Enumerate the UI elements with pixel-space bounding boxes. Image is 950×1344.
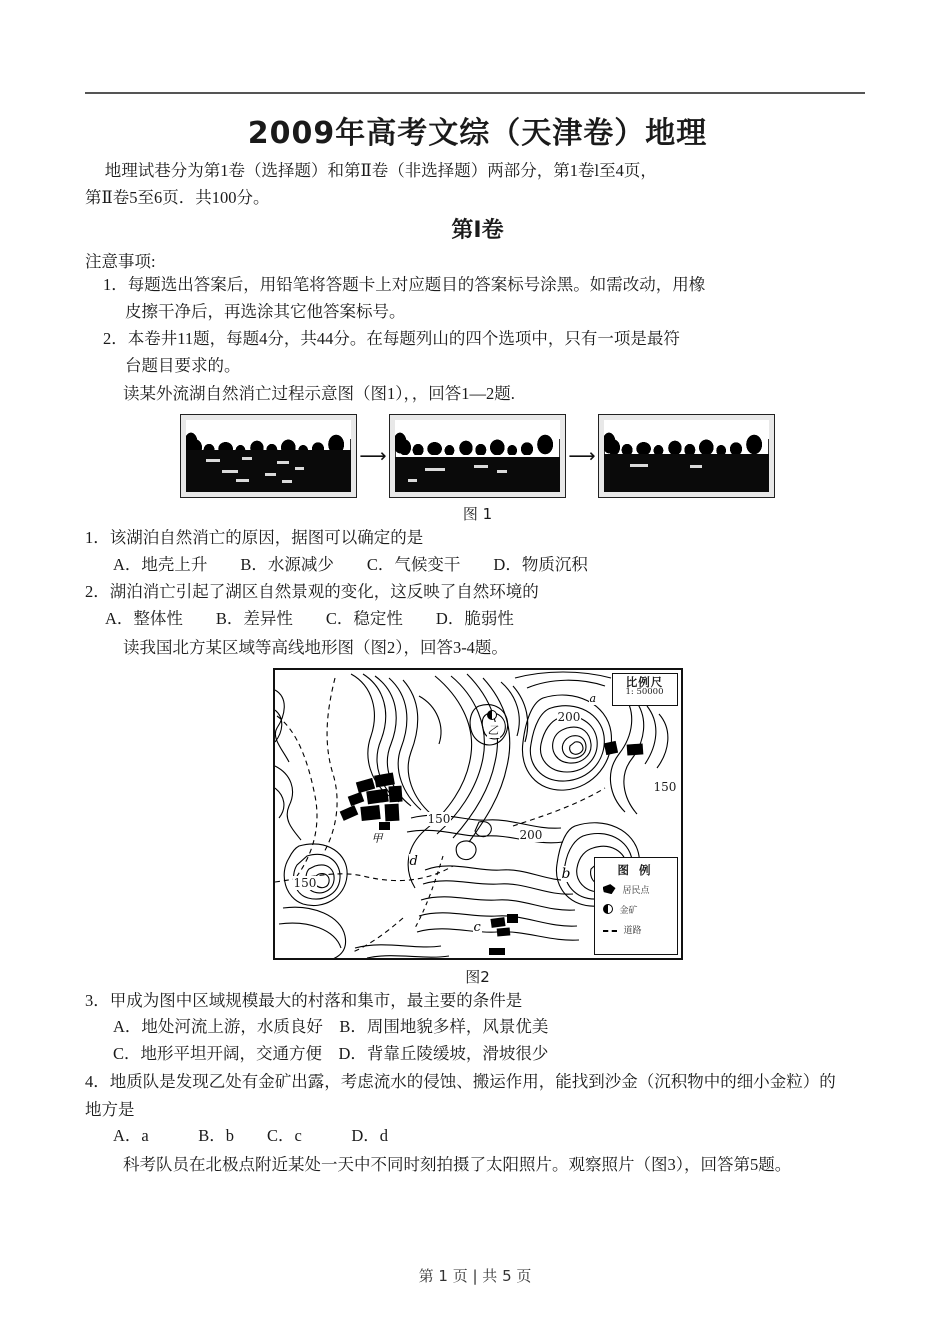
question-4-stem-line-2: 地方是 xyxy=(85,1099,135,1119)
question-1-text: 该湖泊自然消亡的原因，据图可以确定的是 xyxy=(109,528,424,548)
notice-item-2-number: 2． xyxy=(103,328,128,348)
road-icon xyxy=(603,926,617,932)
map-label-b: b xyxy=(561,865,571,882)
figure-1-caption: 图 1 xyxy=(462,505,493,524)
reading-lead-3: 科考队员在北极点附近某处一天中不同时刻拍摄了太阳照片。观察照片（图3），回答第5题。 xyxy=(122,1154,792,1174)
question-4-text: 地质队是发现乙处有金矿出露，考虑流水的侵蚀、搬运作用，能找到沙金（沉积物中的细小金粒）的 xyxy=(109,1071,836,1091)
elevation-label-150-east: 150 xyxy=(653,779,677,794)
legend-title: 图 例 xyxy=(617,862,654,877)
reading-lead-2: 读我国北方某区域等高线地形图（图2），回答3-4题。 xyxy=(122,637,508,657)
header-rule xyxy=(85,92,865,94)
legend-label-mine: 金矿 xyxy=(619,905,638,916)
section-title: 第I卷 xyxy=(451,218,504,244)
panel-treeline xyxy=(395,430,560,454)
reading-lead-1: 读某外流湖自然消亡过程示意图（图1），，回答1—2题. xyxy=(122,384,515,404)
figure1-arrow-2: ⟶ xyxy=(568,445,596,468)
lake-stage-1-panel xyxy=(181,415,356,497)
legend-row-settlement xyxy=(595,883,677,896)
gold-mine-icon xyxy=(603,904,613,914)
map-label-a: a xyxy=(589,691,597,705)
question-4-stem-line-1 xyxy=(85,1069,870,1096)
question-2-number: 2． xyxy=(85,582,110,602)
panel-lake-body xyxy=(395,457,560,492)
figure-1 xyxy=(85,415,870,497)
contour-map xyxy=(273,668,683,960)
legend-label-settlement: 居民点 xyxy=(622,885,650,896)
lake-stage-2-panel xyxy=(390,415,565,497)
panel-treeline xyxy=(604,430,769,454)
page-content xyxy=(85,100,870,1179)
panel-lake-body xyxy=(604,454,769,492)
legend-row-road xyxy=(595,923,677,936)
page-footer: 第 1 页 | 共 5 页 xyxy=(418,1267,532,1285)
question-3-number: 3． xyxy=(85,990,110,1010)
page-title: 2009年高考文综（天津卷）地理 xyxy=(247,116,708,151)
question-3-stem xyxy=(85,988,870,1015)
intro-line-1: 地理试巷分为第1卷（选择题）和第Ⅱ卷（非选择题）两部分，第1卷l至4页， xyxy=(104,161,657,180)
notice-item-1-number: 1． xyxy=(103,275,128,295)
elevation-label-150-west: 150 xyxy=(293,875,317,890)
question-1-stem xyxy=(85,525,870,552)
question-2-options: A．整体性 B．差异性 C．稳定性 D．脆弱性 xyxy=(105,609,514,629)
question-4-number: 4． xyxy=(85,1071,110,1091)
question-3-text: 甲成为图中区域规模最大的村落和集市，最主要的条件是 xyxy=(109,990,523,1010)
map-legend-box xyxy=(594,857,678,955)
map-label-d: d xyxy=(409,853,418,869)
settlement-icon xyxy=(603,884,616,894)
question-2-text: 湖泊消亡引起了湖区自然景观的变化，这反映了自然环境的 xyxy=(109,582,539,602)
question-4-options: A．a B．b C．c D．d xyxy=(113,1126,388,1146)
map-label-jia: 甲 xyxy=(371,831,383,845)
elevation-label-200-south: 200 xyxy=(519,827,543,842)
notice-item-2-line-2: 台题目要求的。 xyxy=(125,355,241,375)
map-scale-box xyxy=(612,673,678,706)
notice-item-1-text: 每题选出答案后，用铅笔将答题卡上对应题目的答案标号涂黑。如需改动，用橡 xyxy=(127,275,706,295)
intro-line-2: 第Ⅱ卷5至6页．共100分。 xyxy=(85,187,270,207)
elevation-label-200-north: 200 xyxy=(557,709,581,724)
notice-item-2-text: 本卷井11题，每题4分，共44分。在每题列山的四个选项中，只有一项是最符 xyxy=(127,328,680,348)
elevation-label-150-centre: 150 xyxy=(427,811,451,826)
lake-stage-3-panel xyxy=(599,415,774,497)
question-3-options-line-2: C．地形平坦开阔，交通方便 D．背靠丘陵缓坡，滑坡很少 xyxy=(113,1044,549,1064)
gold-mine-symbol-map xyxy=(487,710,497,720)
map-label-c: c xyxy=(473,919,481,935)
map-label-yi: 乙 xyxy=(487,723,499,737)
legend-label-road: 道路 xyxy=(623,925,642,936)
notice-item-1-line-2: 皮擦干净后，再选涂其它他答案标号。 xyxy=(125,302,406,322)
question-2-stem xyxy=(85,579,870,606)
question-3-options-line-1: A．地处河流上游，水质良好 B．周围地貌多样，风景优美 xyxy=(113,1017,549,1037)
figure-2 xyxy=(85,668,870,960)
notice-heading: 注意事项: xyxy=(85,252,156,272)
figure1-arrow-1: ⟶ xyxy=(359,445,387,468)
figure-2-caption: 图2 xyxy=(465,967,490,986)
scale-title: 比例尺 xyxy=(625,674,664,689)
panel-lake-body xyxy=(186,450,351,492)
question-1-options: A．地壳上升 B．水源减少 C．气候变干 D．物质沉积 xyxy=(113,554,588,574)
question-1-number: 1． xyxy=(85,528,110,548)
notice-item-1-line-1 xyxy=(85,272,870,299)
notice-item-2-line-1 xyxy=(85,326,870,353)
legend-row-mine xyxy=(595,903,677,916)
scale-value: 1: 50000 xyxy=(625,686,664,697)
